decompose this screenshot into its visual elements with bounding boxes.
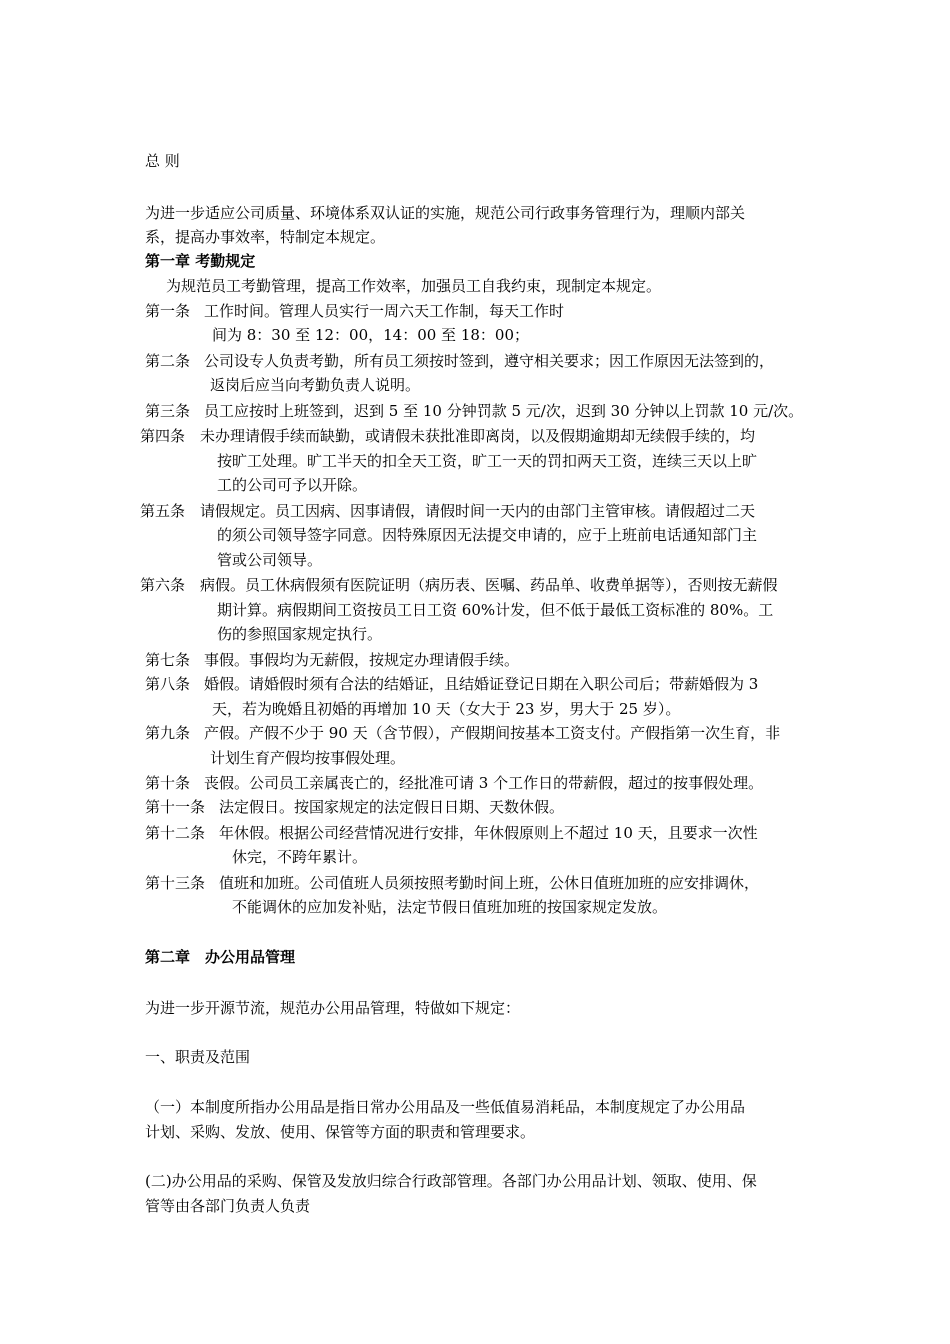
article-11-label: 第十一条 [145,798,206,816]
article-12-line-1: 年休假。根据公司经营情况进行安排，年休假原则上不超过 10 天，且要求一次性 [219,824,758,842]
article-6-line-2: 期计算。病假期间工资按员工日工资 60%计发，但不低于最低工资标准的 80%。工 [217,601,774,619]
article-9-label: 第九条 [145,724,191,742]
article-13-label: 第十三条 [145,874,206,892]
article-10-line-1: 丧假。公司员工亲属丧亡的，经批准可请 3 个工作日的带薪假，超过的按事假处理。 [204,774,764,792]
article-12-line-2: 休完，不跨年累计。 [232,848,368,866]
article-4-line-1: 未办理请假手续而缺勤，或请假未获批准即离岗，以及假期逾期却无续假手续的，均 [200,427,756,445]
section1-title: 一、职责及范围 [145,1048,251,1066]
chapter2-title: 第二章 办公用品管理 [145,948,296,966]
article-12-label: 第十二条 [145,824,206,842]
article-8-line-1: 婚假。请婚假时须有合法的结婚证，且结婚证登记日期在入职公司后；带薪婚假为 3 [204,675,759,693]
article-5-line-3: 管或公司领导。 [217,551,323,569]
article-8-line-2: 天，若为晚婚且初婚的再增加 10 天（女大于 23 岁，男大于 25 岁）。 [212,700,681,718]
item-2-line-2: 管等由各部门负责人负责 [145,1197,311,1215]
item-1-line-1: （一）本制度所指办公用品是指日常办公用品及一些低值易消耗品，本制度规定了办公用品 [145,1098,746,1116]
article-5-line-2: 的须公司领导签字同意。因特殊原因无法提交申请的，应于上班前电话通知部门主 [217,526,758,544]
article-7-label: 第七条 [145,651,191,669]
article-6-label: 第六条 [140,576,186,594]
article-13-line-2: 不能调休的应加发补贴，法定节假日值班加班的按国家规定发放。 [232,898,668,916]
article-7-line-1: 事假。事假均为无薪假，按规定办理请假手续。 [204,651,520,669]
general-heading: 总 则 [145,152,180,170]
chapter1-intro: 为规范员工考勤管理，提高工作效率，加强员工自我约束，现制定本规定。 [166,277,662,295]
article-3-label: 第三条 [145,402,191,420]
article-10-label: 第十条 [145,774,191,792]
item-2-line-1: (二)办公用品的采购、保管及发放归综合行政部管理。各部门办公用品计划、领取、使用、保 [145,1172,757,1190]
article-2-line-2: 返岗后应当向考勤负责人说明。 [210,376,421,394]
article-4-label: 第四条 [140,427,186,445]
article-11-line-1: 法定假日。按国家规定的法定假日日期、天数休假。 [219,798,565,816]
article-4-line-2: 按旷工处理。旷工半天的扣全天工资，旷工一天的罚扣两天工资，连续三天以上旷 [217,452,758,470]
article-1-line-2: 间为 8：30 至 12：00，14：00 至 18：00； [212,326,529,344]
article-8-label: 第八条 [145,675,191,693]
chapter2-intro: 为进一步开源节流，规范办公用品管理，特做如下规定： [145,999,521,1017]
article-13-line-1: 值班和加班。公司值班人员须按照考勤时间上班，公休日值班加班的应安排调休， [219,874,760,892]
article-5-line-1: 请假规定。员工因病、因事请假，请假时间一天内的由部门主管审核。请假超过二天 [200,502,756,520]
article-6-line-3: 伤的参照国家规定执行。 [217,625,383,643]
article-4-line-3: 工的公司可予以开除。 [217,476,368,494]
article-9-line-1: 产假。产假不少于 90 天（含节假），产假期间按基本工资支付。产假指第一次生育，非 [204,724,781,742]
chapter1-title: 第一章 考勤规定 [145,252,256,270]
article-1-label: 第一条 [145,302,191,320]
article-1-line-1: 工作时间。管理人员实行一周六天工作制，每天工作时 [204,302,565,320]
item-1-line-2: 计划、采购、发放、使用、保管等方面的职责和管理要求。 [145,1123,536,1141]
article-6-line-1: 病假。员工休病假须有医院证明（病历表、医嘱、药品单、收费单据等），否则按无薪假 [200,576,778,594]
article-3-line-1: 员工应按时上班签到，迟到 5 至 10 分钟罚款 5 元/次，迟到 30 分钟以上罚款 10 元/次。 [204,402,804,420]
article-9-line-2: 计划生育产假均按事假处理。 [210,749,406,767]
article-5-label: 第五条 [140,502,186,520]
intro-line-1: 为进一步适应公司质量、环境体系双认证的实施，规范公司行政事务管理行为，理顺内部关 [145,204,746,222]
article-2-line-1: 公司设专人负责考勤，所有员工须按时签到，遵守相关要求；因工作原因无法签到的， [204,352,775,370]
article-2-label: 第二条 [145,352,191,370]
intro-line-2: 系，提高办事效率，特制定本规定。 [145,228,386,246]
